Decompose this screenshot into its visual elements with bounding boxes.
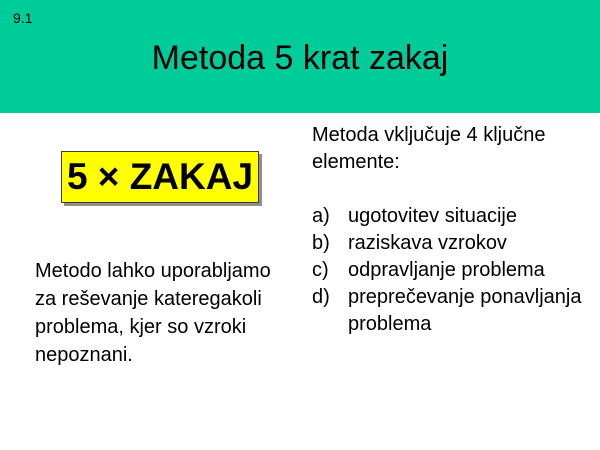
list-item-letter: c) — [312, 259, 329, 281]
highlight-label: 5 × ZAKAJ — [66, 156, 254, 197]
key-elements-list — [312, 203, 596, 338]
list-item-letter: d) — [312, 286, 330, 308]
list-item — [312, 230, 596, 257]
slide-title: Metoda 5 krat zakaj — [151, 39, 449, 77]
list-item-text: ugotovitev situacije — [348, 205, 517, 227]
list-item — [312, 257, 596, 284]
right-column — [312, 122, 596, 338]
list-item — [312, 203, 596, 230]
highlight-box — [61, 151, 259, 203]
list-item-text: preprečevanje ponavljanja problema — [348, 286, 582, 335]
list-item — [312, 284, 596, 338]
list-item-text: raziskava vzrokov — [348, 232, 507, 254]
list-item-text: odpravljanje problema — [348, 259, 545, 281]
slide-number: 9.1 — [13, 10, 33, 26]
right-column-intro: Metoda vključuje 4 ključne elemente: — [312, 124, 546, 173]
list-item-letter: b) — [312, 232, 330, 254]
left-paragraph: Metodo lahko uporabljamo za reševanje kateregakoli problema, kjer so vzroki nepoznani. — [35, 260, 271, 366]
list-item-letter: a) — [312, 205, 330, 227]
